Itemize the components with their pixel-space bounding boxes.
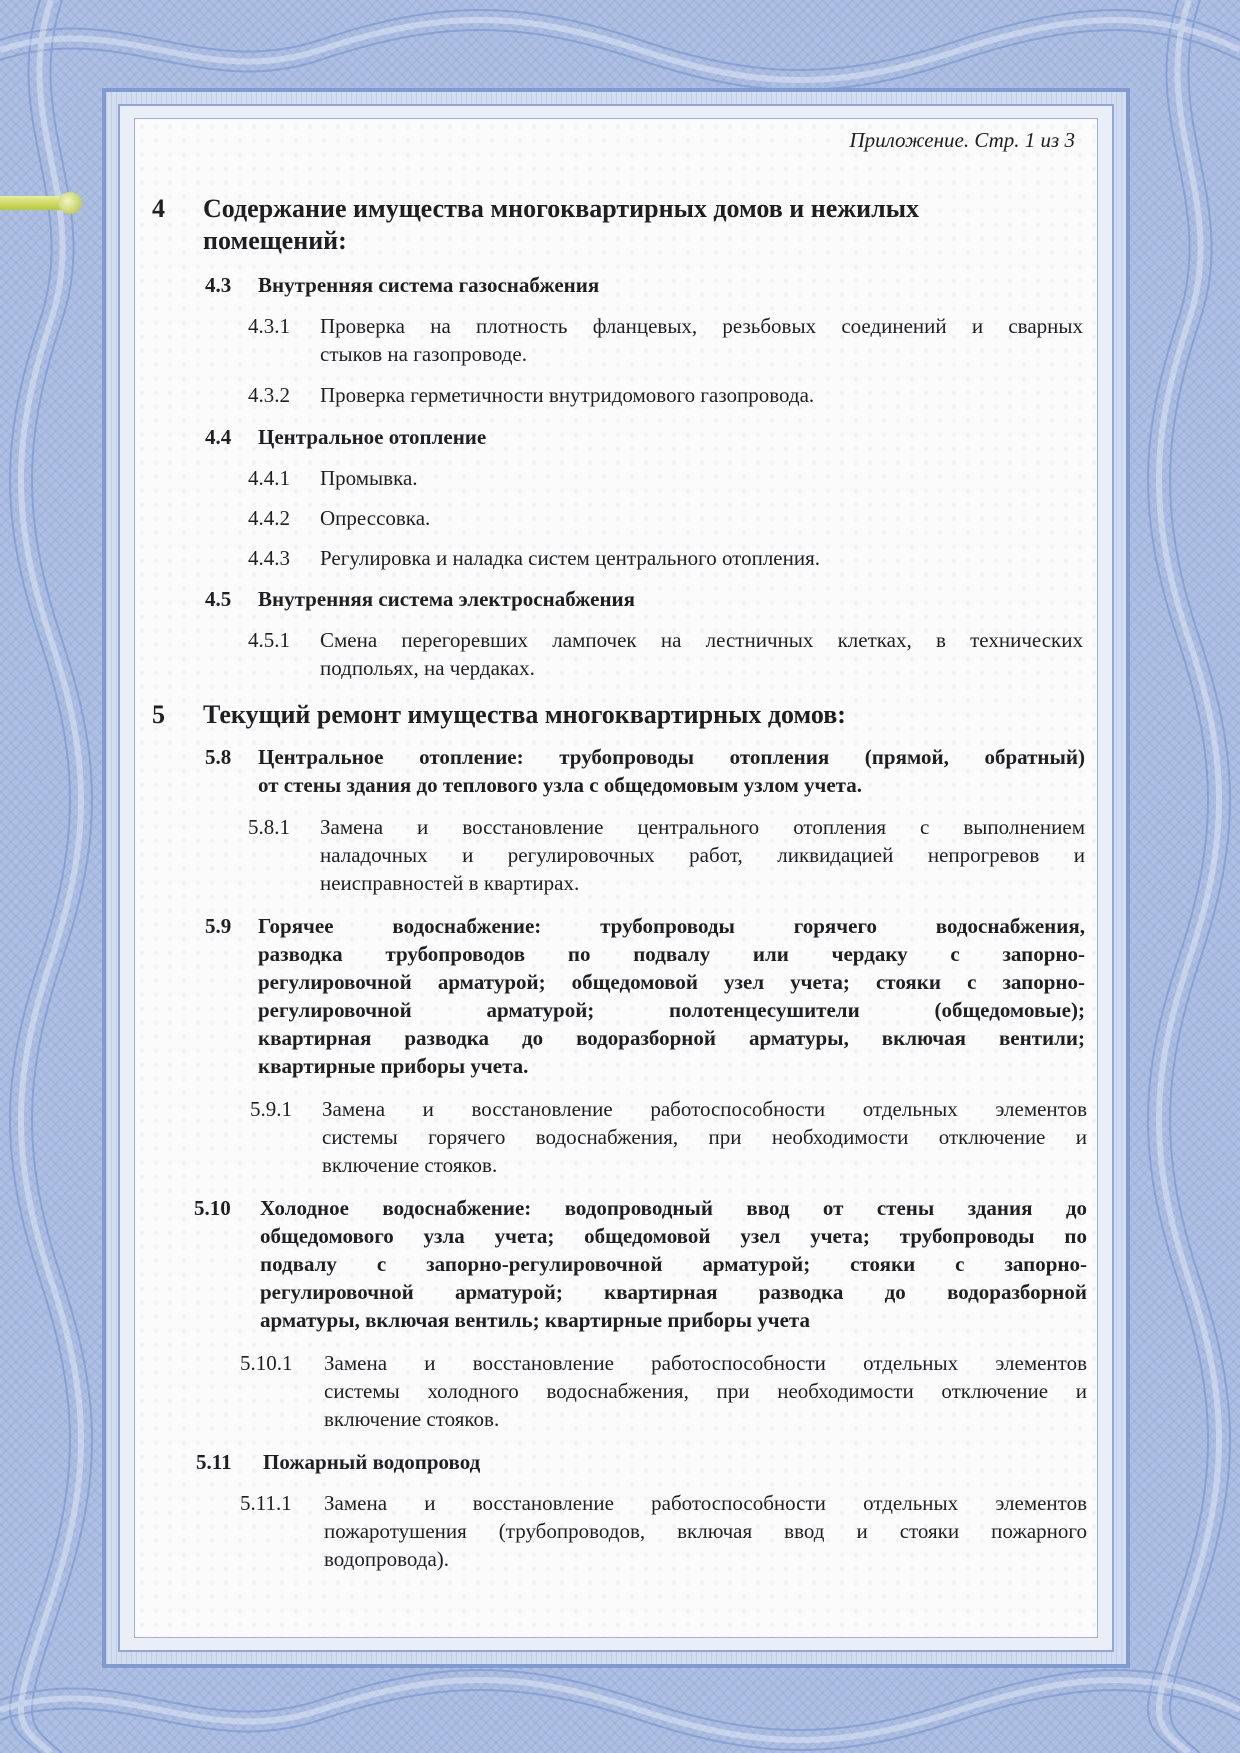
subsection-title: от стены здания до теплового узла с общедомовым узлом учета. [258, 773, 863, 797]
subsection-title: регулировочной арматурой; общедомовой узел учета; стояки с запорно- [258, 970, 1085, 994]
item-number: 4.4.2 [248, 506, 290, 530]
subsection-number: 5.9 [205, 914, 232, 938]
page-note: Приложение. Стр. 1 из 3 [849, 128, 1075, 152]
item-text: включение стояков. [324, 1407, 500, 1431]
subsection-title: квартирные приборы учета. [258, 1054, 529, 1078]
subsection-title: Пожарный водопровод [263, 1450, 481, 1474]
subsection-title: Центральное отопление [258, 425, 487, 449]
section-number: 4 [152, 194, 165, 223]
item-number: 5.11.1 [240, 1491, 292, 1515]
subsection-title: разводка трубопроводов по подвалу или чердаку с запорно- [258, 942, 1085, 966]
item-text: пожаротушения (трубопроводов, включая ввод и стояки пожарного [324, 1519, 1087, 1543]
section-title-continued: помещений: [203, 226, 347, 255]
item-number: 4.3.2 [248, 383, 290, 407]
subsection-title: регулировочной арматурой; полотенцесушители (общедомовые); [258, 998, 1085, 1022]
item-text: включение стояков. [322, 1153, 498, 1177]
item-text: системы горячего водоснабжения, при необходимости отключение и [322, 1125, 1087, 1149]
subsection-number: 4.5 [205, 587, 232, 611]
subsection-title: Холодное водоснабжение: водопроводный ввод от стены здания до [260, 1196, 1087, 1220]
item-text: Опрессовка. [320, 506, 431, 530]
section-title: Содержание имущества многоквартирных домов и нежилых [203, 194, 920, 223]
item-text: системы холодного водоснабжения, при необходимости отключение и [324, 1379, 1087, 1403]
section-number: 5 [152, 700, 165, 729]
subsection-title: арматуры, включая вентиль; квартирные приборы учета [260, 1308, 810, 1332]
item-text: Проверка на плотность фланцевых, резьбовых соединений и сварных [320, 314, 1083, 338]
subsection-title: Центральное отопление: трубопроводы отопления (прямой, обратный) [258, 745, 1085, 769]
item-text: Регулировка и наладка систем центрального отопления. [320, 546, 821, 570]
subsection-title: квартирная разводка до водоразборной арматуры, включая вентили; [258, 1026, 1085, 1050]
item-number: 4.3.1 [248, 314, 290, 338]
item-text: Проверка герметичности внутридомового газопровода. [320, 383, 815, 407]
item-number: 5.10.1 [240, 1351, 293, 1375]
subsection-title: регулировочной арматурой; квартирная разводка до водоразборной [260, 1280, 1087, 1304]
subsection-number: 5.8 [205, 745, 232, 769]
item-text: Промывка. [320, 466, 418, 490]
subsection-number: 4.4 [205, 425, 232, 449]
item-text: стыков на газопроводе. [320, 342, 527, 366]
item-text: неисправностей в квартирах. [320, 871, 580, 895]
subsection-title: Горячее водоснабжение: трубопроводы горячего водоснабжения, [258, 914, 1085, 938]
subsection-number: 4.3 [205, 273, 232, 297]
item-text: Замена и восстановление работоспособности отдельных элементов [324, 1491, 1087, 1515]
item-text: подпольях, на чердаках. [320, 656, 535, 680]
section-title: Текущий ремонт имущества многоквартирных домов: [203, 700, 846, 729]
item-number: 4.4.1 [248, 466, 290, 490]
item-text: Замена и восстановление центрального отопления с выполнением [320, 815, 1085, 839]
subsection-title: Внутренняя система газоснабжения [258, 273, 600, 297]
item-number: 4.5.1 [248, 628, 290, 652]
item-text: Замена и восстановление работоспособности отдельных элементов [322, 1097, 1087, 1121]
item-number: 5.8.1 [248, 815, 290, 839]
item-number: 4.4.3 [248, 546, 290, 570]
item-text: водопровода). [324, 1547, 450, 1571]
subsection-number: 5.10 [194, 1196, 231, 1220]
subsection-number: 5.11 [196, 1450, 232, 1474]
item-text: Смена перегоревших лампочек на лестничных клетках, в технических [320, 628, 1083, 652]
subsection-title: общедомового узла учета; общедомовой узел учета; трубопроводы по [260, 1224, 1087, 1248]
subsection-title: подвалу с запорно-регулировочной арматурой; стояки с запорно- [260, 1252, 1087, 1276]
item-text: Замена и восстановление работоспособности отдельных элементов [324, 1351, 1087, 1375]
item-text: наладочных и регулировочных работ, ликвидацией непрогревов и [320, 843, 1085, 867]
item-number: 5.9.1 [250, 1097, 292, 1121]
subsection-title: Внутренняя система электроснабжения [258, 587, 636, 611]
